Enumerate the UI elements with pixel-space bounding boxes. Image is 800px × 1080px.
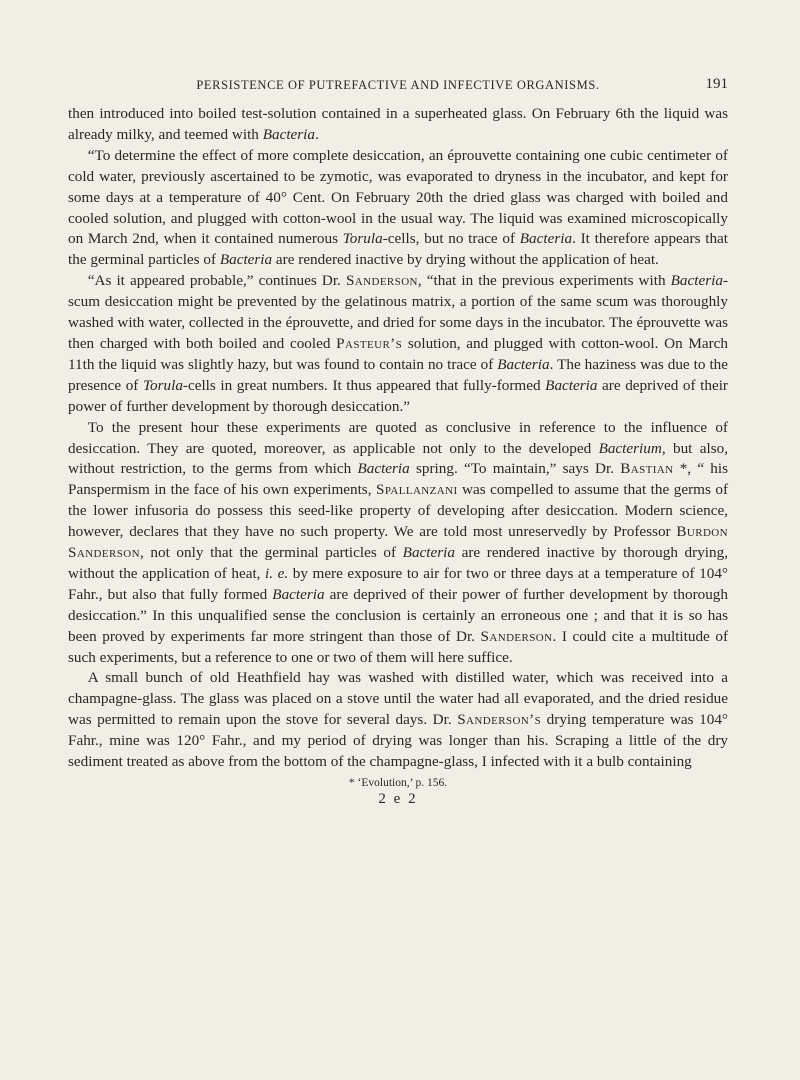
text-run: was compelled to assume that the germs of the lower infusoria do possess this seed-like property of developing after desiccation. Modern science, however, declares that they have no such property. We are told most unreservedly by Professor — [68, 481, 729, 541]
text-run: by mere exposure to air for two or three days at a temperature of 104° Fahr., but also that fully formed — [68, 564, 728, 603]
italic-term: Bacteria — [497, 355, 550, 373]
small-caps-name: Sanderson — [345, 272, 418, 290]
italic-term: Torula — [342, 230, 383, 248]
text-run: are rendered inactive by drying without the application of heat. — [272, 251, 659, 269]
text-run: . It therefore appears that the germinal particles of — [68, 230, 729, 269]
body-text — [68, 104, 728, 773]
text-run: , but also, without restriction, to the germs from which — [68, 439, 728, 478]
text-run: . The haziness was due to the presence of — [68, 355, 728, 394]
small-caps-name: Sanderson — [480, 627, 553, 645]
text-run: . — [315, 125, 319, 143]
paragraph-p4 — [68, 418, 728, 669]
paragraph-p3 — [68, 271, 728, 417]
text-run: -cells in great numbers. It thus appeared that fully-formed — [182, 376, 546, 394]
text-run: then introduced into boiled test-solution contained in a superheated glass. On February 6th the liquid was already milky, and teemed with — [68, 105, 728, 143]
italic-term: Bacteria — [545, 376, 598, 394]
small-caps-name: Spallanzani — [376, 481, 458, 499]
text-run: drying temperature was 104° Fahr., mine was 120° Fahr., and my period of drying was longer than his. Scraping a little of the dry sediment treated as above from the bottom of the champagne-glass, I infected with it a bulb containing — [68, 711, 728, 771]
text-run: , “that in the previous experiments with — [417, 272, 671, 290]
running-head-title: PERSISTENCE OF PUTREFACTIVE AND INFECTIVE ORGANISMS. — [196, 78, 600, 92]
page-number: 191 — [705, 76, 728, 92]
paragraph-p5 — [68, 668, 728, 773]
text-run: are deprived of their power of further development by thorough desiccation.” In this unqualified sense the conclusion is certainly an erroneous one ; and that it is so has been proved by experiments far more stringent than those of Dr. — [68, 585, 728, 645]
italic-term: Bacteria — [519, 230, 573, 248]
small-caps-name: Burdon Sanderson — [68, 523, 728, 562]
text-run: -cells, but no trace of — [382, 230, 520, 248]
small-caps-name: Sanderson’s — [457, 711, 542, 729]
italic-term: Bacteria — [262, 125, 315, 143]
italic-term: Bacteria — [272, 585, 325, 603]
text-run: *, “ his Panspermism in the face of his own experiments, — [68, 460, 729, 499]
text-run: are rendered inactive by thorough drying, without the application of heat, — [68, 544, 728, 582]
text-run: , not only that the germinal particles of — [139, 544, 403, 562]
paragraph-p1 — [68, 104, 728, 146]
running-head — [68, 78, 728, 104]
text-run: -scum desiccation might be prevented by the gelatinous matrix, a portion of the same scum was thoroughly washed with water, collected in the éprouvette, and dried for some days in the incubator. The éprouvette was then charged with both boiled and cooled — [68, 272, 728, 352]
italic-term: i. e. — [265, 564, 289, 582]
text-run: To the present hour these experiments are quoted as conclusive in reference to the influence of desiccation. They are quoted, moreover, as applicable not only to the developed — [68, 418, 728, 457]
text-run: solution, and plugged with cotton-wool. On March 11th the liquid was slightly hazy, but was found to contain no trace of — [68, 334, 728, 373]
italic-term: Bacterium — [598, 439, 662, 457]
italic-term: Bacteria — [670, 272, 723, 290]
italic-term: Bacteria — [357, 460, 410, 478]
italic-term: Torula — [142, 376, 183, 394]
small-caps-name: Pasteur’s — [336, 334, 403, 352]
text-run: A small bunch of old Heathfield hay was washed with distilled water, which was received into a champagne-glass. The glass was placed on a stove until the water had all evaporated, and the dried residue was permitted to remain upon the stove for several days. Dr. — [68, 669, 728, 729]
text-run: spring. “To maintain,” says Dr. — [409, 460, 621, 478]
text-run: “As it appeared probable,” continues Dr. — [87, 272, 346, 290]
italic-term: Bacteria — [219, 251, 273, 269]
text-run: . I could cite a multitude of such experiments, but a reference to one or two of them will here suffice. — [68, 627, 728, 666]
footnote: * ‘Evolution,’ p. 156. — [348, 777, 448, 789]
paragraph-p2 — [68, 146, 728, 271]
text-run: are deprived of their power of further development by thorough desiccation.” — [68, 376, 728, 415]
small-caps-name: Bastian — [620, 460, 674, 478]
italic-term: Bacteria — [402, 544, 455, 562]
text-run: “To determine the effect of more complete desiccation, an éprouvette containing one cubic centimeter of cold water, previously ascertained to be zymotic, was evaporated to dryness in the incubator, and kept for some days at a temperature of 40° Cent. On February 20th the dried glass was charged with boiled and cooled solution, and plugged with cotton-wool in the usual way. The liquid was examined microscopically on March 2nd, when it contained numerous — [68, 146, 728, 248]
signature-mark: 2 e 2 — [378, 791, 418, 807]
book-page — [68, 78, 728, 808]
